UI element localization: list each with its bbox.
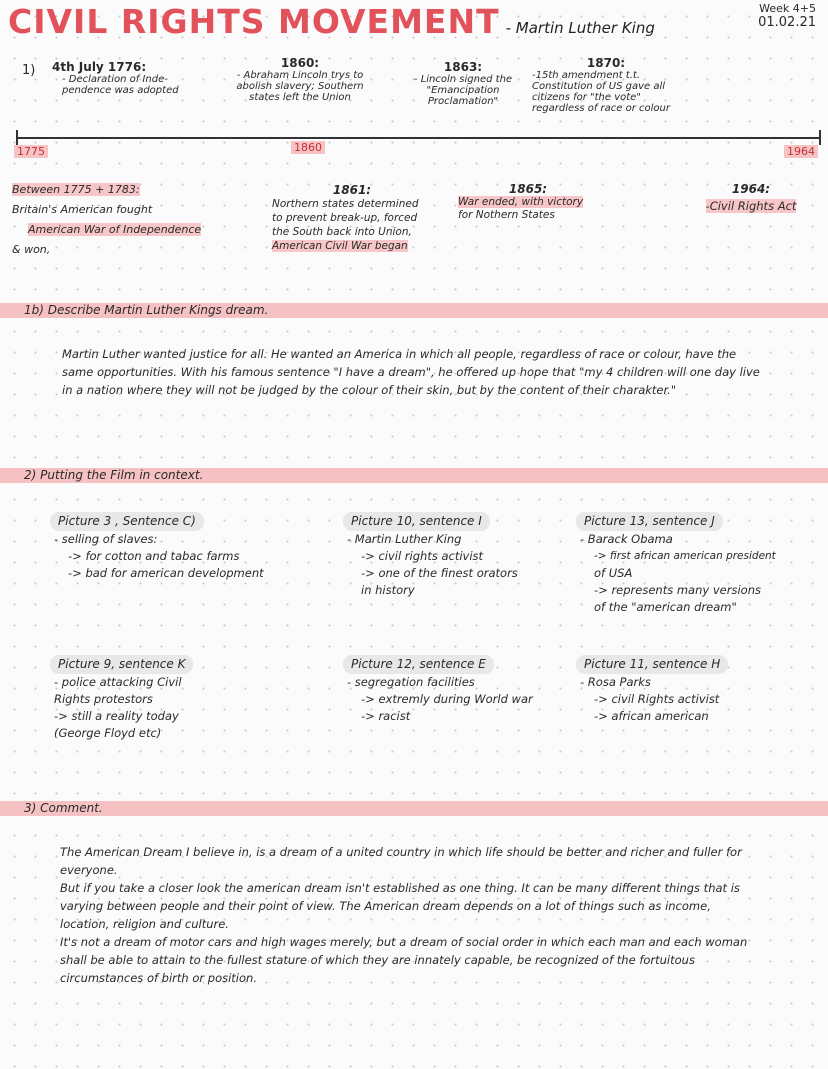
card-title: Picture 12, sentence E bbox=[343, 655, 494, 674]
section1b-heading: 1b) Describe Martin Luther Kings dream. bbox=[24, 303, 269, 317]
card-line: (George Floyd etc) bbox=[54, 726, 162, 740]
event-year: 1861: bbox=[332, 183, 372, 197]
event-year: 1870: bbox=[586, 56, 626, 70]
event-line: American Civil War began bbox=[272, 240, 408, 252]
card-picture-9 bbox=[50, 655, 300, 742]
title-text: CIVIL RIGHTS MOVEMENT bbox=[8, 2, 500, 41]
card-line: of USA bbox=[594, 566, 633, 580]
event-1870 bbox=[532, 56, 680, 114]
event-line: Northern states determined bbox=[272, 198, 419, 210]
timeline-middle-year: 1860 bbox=[291, 141, 325, 154]
card-line: -> civil rights activist bbox=[361, 549, 484, 563]
section-band bbox=[0, 801, 828, 816]
event-1865 bbox=[458, 183, 598, 222]
comment-paragraph: The American Dream I believe in, is a dream of a united country in which life should be better and richer and fuller for everyone. bbox=[60, 845, 742, 877]
event-line: to prevent break-up, forced bbox=[272, 212, 418, 224]
section2-heading: 2) Putting the Film in context. bbox=[24, 468, 204, 482]
event-year: 1863: bbox=[443, 60, 483, 74]
event-line: American War of Independence bbox=[28, 223, 202, 236]
card-line: Rights protestors bbox=[54, 692, 153, 706]
card-line: - segregation facilities bbox=[347, 675, 475, 689]
event-text: - Abraham Lincoln trys to abolish slavery; Southern states left the Union bbox=[236, 70, 364, 103]
card-line: -> for cotton and tabac farms bbox=[68, 549, 240, 563]
card-title: Picture 13, sentence J bbox=[576, 512, 723, 531]
card-picture-13 bbox=[576, 512, 816, 616]
title-subtitle: - Martin Luther King bbox=[505, 19, 655, 37]
week-info bbox=[758, 2, 816, 30]
timeline-end-year: 1964 bbox=[784, 145, 818, 158]
event-line: the South back into Union, bbox=[272, 226, 412, 238]
card-line: -> racist bbox=[361, 709, 411, 723]
card-line: in history bbox=[361, 583, 415, 597]
event-year: 1860: bbox=[280, 56, 320, 70]
card-line: -> civil Rights activist bbox=[594, 692, 720, 706]
event-year: 1865: bbox=[508, 182, 548, 196]
event-year: 1964: bbox=[731, 182, 771, 196]
card-line: -> first african american president bbox=[594, 550, 776, 562]
event-1863 bbox=[404, 60, 522, 107]
timeline-tick-start bbox=[16, 130, 18, 145]
comment-paragraph: But if you take a closer look the american dream isn't established as one thing. It can be many different things that is varying between people and their point of view. The American dream depends on a lot of things such as income, location, religion and culture. bbox=[60, 881, 740, 931]
card-line: -> bad for american development bbox=[68, 566, 264, 580]
card-line: of the "american dream" bbox=[594, 600, 737, 614]
event-line: & won, bbox=[12, 243, 51, 256]
timeline-axis bbox=[16, 137, 820, 139]
event-text: - Declaration of Inde-pendence was adopted bbox=[62, 74, 179, 96]
card-line: - selling of slaves: bbox=[54, 532, 158, 546]
event-line: for Nothern States bbox=[458, 209, 555, 221]
section3-text bbox=[60, 843, 760, 987]
card-line: - police attacking Civil bbox=[54, 675, 182, 689]
event-1861 bbox=[272, 183, 432, 253]
comment-paragraph: It's not a dream of motor cars and high wages merely, but a dream of social order in which each man and each woman shall be able to attain to the fullest stature of which they are innately capable, be recognized of the fortuitous circumstances of birth or position. bbox=[60, 935, 748, 985]
card-line: - Barack Obama bbox=[580, 532, 673, 546]
timeline-start-year: 1775 bbox=[14, 145, 48, 158]
page-title bbox=[8, 2, 655, 41]
section1-number: 1) bbox=[22, 63, 36, 78]
card-picture-12 bbox=[343, 655, 553, 725]
card-line: -> african american bbox=[594, 709, 709, 723]
card-line: -> still a reality today bbox=[54, 709, 179, 723]
event-year: 4th July 1776: bbox=[52, 60, 147, 74]
event-text: - Lincoln signed the "Emancipation Proclamation" bbox=[413, 74, 513, 107]
section1b-text: Martin Luther wanted justice for all. He wanted an America in which all people, regardless of race or colour, have the same opportunities. With his famous sentence "I have a dream", he offered up hope that "my 4 children will one day live in a nation where they will not be judged by the colour of their skin, but by the content of their charakter." bbox=[62, 347, 760, 397]
event-line: Britain's American fought bbox=[12, 203, 153, 216]
card-title: Picture 9, sentence K bbox=[50, 655, 193, 674]
card-line: -> one of the finest orators bbox=[361, 566, 518, 580]
card-line: -> represents many versions bbox=[594, 583, 761, 597]
card-title: Picture 11, sentence H bbox=[576, 655, 728, 674]
event-1776 bbox=[52, 60, 182, 96]
event-1964 bbox=[696, 181, 806, 215]
event-text: -15th amendment t.t. Constitution of US gave all citizens for "the vote" regardless of race or colour bbox=[532, 70, 670, 114]
card-picture-11 bbox=[576, 655, 796, 725]
card-line: - Martin Luther King bbox=[347, 532, 462, 546]
date-label: 01.02.21 bbox=[758, 15, 816, 30]
week-label: Week 4+5 bbox=[759, 2, 816, 15]
event-1775-1783 bbox=[12, 180, 222, 260]
card-picture-10 bbox=[343, 512, 543, 599]
event-line: War ended, with victory bbox=[458, 196, 584, 208]
card-picture-3 bbox=[50, 512, 300, 582]
card-title: Picture 3 , Sentence C) bbox=[50, 512, 204, 531]
event-line: -Civil Rights Act bbox=[705, 199, 797, 213]
event-1860 bbox=[232, 56, 368, 103]
card-title: Picture 10, sentence I bbox=[343, 512, 490, 531]
timeline-tick-end bbox=[819, 130, 821, 145]
card-line: -> extremly during World war bbox=[361, 692, 533, 706]
event-year: Between 1775 + 1783: bbox=[12, 183, 140, 196]
section3-heading: 3) Comment. bbox=[24, 801, 103, 815]
card-line: - Rosa Parks bbox=[580, 675, 651, 689]
